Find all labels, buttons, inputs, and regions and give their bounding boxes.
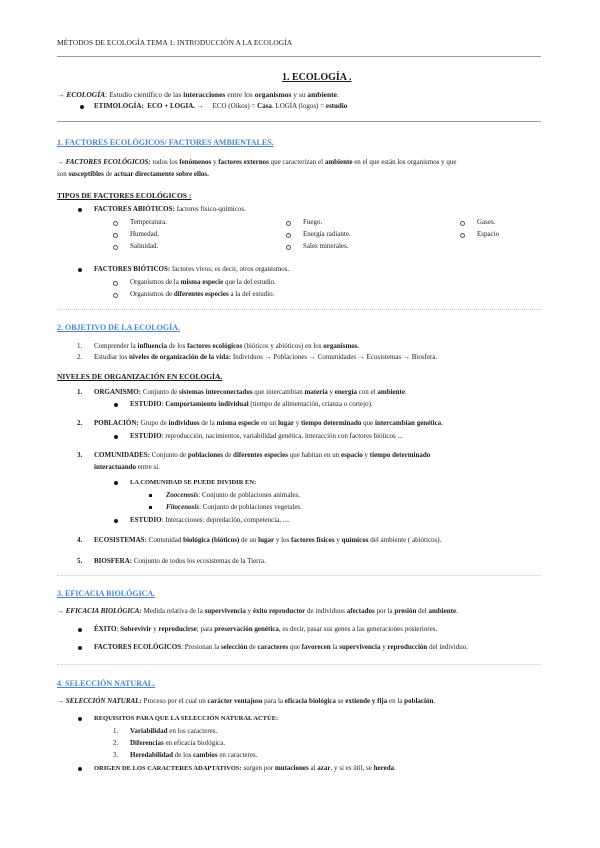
list-item: Humedad. (130, 230, 159, 238)
text: presión (394, 607, 417, 615)
etimologia-line (94, 102, 347, 111)
text: supervivencia (204, 607, 246, 615)
text: ambiente (307, 90, 338, 99)
text: poblaciones (187, 451, 223, 459)
text: y (362, 451, 370, 459)
text: que (288, 643, 302, 651)
list-number: 3. (113, 751, 119, 759)
text: son (57, 170, 69, 178)
section-3-title: 3. EFICACIA BIOLÓGICA. (57, 589, 156, 598)
text: energía (334, 388, 357, 396)
list-number: 2. (77, 419, 83, 427)
text: biológica (bióticos) (183, 536, 240, 544)
text: misma especie (180, 278, 224, 286)
text: tiempo determinado (300, 419, 362, 427)
niveles-title: NIVELES DE ORGANIZACIÓN EN ECOLOGÍA. (57, 372, 223, 381)
text: niveles de organización de la vida: (129, 353, 232, 361)
text: : Conjunto de poblaciones animales. (198, 491, 300, 499)
bullet-icon (78, 628, 82, 632)
section-rule (57, 121, 541, 122)
list-number: 1. (77, 342, 83, 350)
text: . LOGÍA (logos) = (271, 102, 326, 110)
label: ESTUDIO (130, 432, 162, 440)
text: factores ecológicos (187, 342, 243, 350)
text: fenómenos (179, 158, 212, 166)
text: ambiente (428, 607, 457, 615)
bullet-icon (114, 403, 118, 407)
square-bullet-icon (149, 506, 152, 509)
term: Zoocenosis (166, 491, 199, 499)
bullet-icon (78, 208, 82, 212)
bullet-icon (78, 717, 82, 721)
text: factores vivos; es decir, otros organismos. (170, 265, 290, 273)
text: y (327, 388, 335, 396)
text: afectados (346, 607, 375, 615)
term: Fitocenosis (166, 503, 200, 511)
requisitos-title: REQUISITOS PARA QUE LA SELECCIÓN NATURAL ACTÚE: (94, 715, 279, 722)
label: ESTUDIO (130, 516, 162, 524)
label: FACTORES ABIÓTICOS: (94, 205, 175, 213)
exito-line (94, 625, 437, 634)
zoocenosis (166, 491, 300, 500)
text: del individuo. (427, 643, 468, 651)
text: que intercambian (252, 388, 305, 396)
text: (tiempo de alimentación, crianza o cortejo). (248, 400, 373, 408)
text: Casa (257, 102, 272, 110)
circle-bullet-icon (286, 233, 291, 238)
text: Medida relativa de la (141, 607, 205, 615)
text: y (245, 607, 253, 615)
section-2-title: 2. OBJETIVO DE LA ECOLOGÍA. (57, 323, 180, 332)
nivel-poblacion (94, 419, 443, 428)
text: , es decir, pasar sus genes a las generaciones posteriores. (278, 625, 438, 633)
label: ETIMOLOGÍA: (94, 102, 144, 110)
text: de individuos (305, 607, 347, 615)
text: población (404, 697, 434, 705)
text: con el (356, 388, 378, 396)
circle-bullet-icon (113, 221, 118, 226)
text: de (103, 170, 114, 178)
bullet-icon (114, 519, 118, 523)
text: que caracterizan el (268, 158, 325, 166)
text: Comportamiento individual (165, 400, 249, 408)
origen-line (94, 764, 396, 773)
bioticos-item-2 (130, 290, 274, 299)
text: y (334, 536, 342, 544)
text: actuar directamente sobre ellos. (114, 170, 209, 178)
text: químicos (341, 536, 369, 544)
text: hereda (373, 764, 395, 772)
arrow-icon: → (57, 90, 65, 99)
text: factores físicos (291, 536, 335, 544)
text: Diferencias (130, 739, 164, 747)
text: individuos (168, 419, 200, 427)
text: Sobrevivir (120, 625, 152, 633)
list-item: Sales minerales. (303, 242, 349, 250)
text: en los caracteres. (167, 727, 218, 735)
text: ECO + LOGIA. → (147, 102, 204, 110)
text: que habitan en un (287, 451, 342, 459)
text: al (308, 764, 318, 772)
eficacia-definition (57, 607, 458, 616)
circle-bullet-icon (113, 281, 118, 286)
nivel-ecosistemas (94, 536, 441, 545)
fitocenosis (166, 503, 302, 512)
text: susceptibles (68, 170, 104, 178)
text: lugar (277, 419, 294, 427)
text: : Presionan la (181, 643, 221, 651)
text: factores físico-químicos. (174, 205, 246, 213)
text: entre sí. (136, 463, 160, 471)
text: se (335, 697, 346, 705)
text: para la (262, 697, 285, 705)
term: → EFICACIA BIOLÓGICA: (57, 607, 142, 615)
list-item: Espacio (477, 230, 500, 238)
bullet-icon (114, 481, 118, 485)
text: : Interacciones: depredación, competencia, .... (161, 516, 290, 524)
comunidad-division: LA COMUNIDAD SE PUEDE DIVIDIR EN: (130, 479, 257, 486)
text: : (116, 625, 121, 633)
page-title: 1. ECOLOGÍA . (282, 72, 352, 83)
section-divider (57, 575, 541, 576)
label: ESTUDIO (130, 400, 162, 408)
text: reproducirse (158, 625, 197, 633)
text: organismos (323, 342, 358, 350)
text: materia (304, 388, 328, 396)
bullet-icon (78, 767, 82, 771)
text: y (211, 158, 219, 166)
text: y los (274, 536, 292, 544)
nivel-comunidades (94, 451, 430, 460)
text: Conjunto de (141, 388, 179, 396)
text: : (161, 400, 166, 408)
text: Individuos → Poblaciones → Comunidades → Ecosistemas → Biosfera. (231, 353, 438, 361)
square-bullet-icon (149, 494, 152, 497)
objetivo-item-1 (94, 342, 359, 351)
text: éxito reproductor (252, 607, 306, 615)
circle-bullet-icon (286, 245, 291, 250)
text: Grupo de (138, 419, 169, 427)
text: . (394, 764, 396, 772)
text: Conjunto de (150, 451, 188, 459)
text: extiende y fija (345, 697, 388, 705)
factores-presion-line (94, 643, 468, 652)
section-divider (57, 664, 541, 665)
text: . (441, 419, 443, 427)
text: y su (291, 90, 308, 99)
header-rule (57, 56, 541, 57)
document-header: MÉTODOS DE ECOLOGÍA TEMA 1: INTRODUCCIÓN A LA ECOLOGÍA (57, 38, 293, 47)
factores-definition-line1 (57, 158, 457, 167)
text: supervivencia (339, 643, 381, 651)
text: : Estudio científico de las (105, 90, 184, 99)
text: Comprender la (94, 342, 138, 350)
text: organismos (254, 90, 292, 99)
label: POBLACIÓN: (94, 419, 139, 427)
objetivo-item-2 (94, 353, 437, 362)
text: Conjunto de todos los ecosistemas de la Tierra. (132, 557, 266, 565)
text: , y si es útil, se (330, 764, 374, 772)
comunidades-estudio (130, 516, 290, 525)
text: de (222, 451, 234, 459)
text: de (247, 643, 258, 651)
list-item: Gases. (477, 218, 496, 226)
nivel-biosfera (94, 557, 266, 566)
text: espacio (341, 451, 363, 459)
circle-bullet-icon (460, 233, 465, 238)
text: preservación genética (214, 625, 279, 633)
text: (bióticos y abióticos) en los (242, 342, 324, 350)
list-number: 1. (77, 388, 83, 396)
text: del ambiente ( abióticos). (368, 536, 442, 544)
text: . (456, 607, 458, 615)
text: . (433, 697, 436, 705)
label: ECOSISTEMAS: (94, 536, 147, 544)
circle-bullet-icon (460, 221, 465, 226)
text: diferentes especies (173, 290, 229, 298)
text: intercambian genética (375, 419, 442, 427)
text: . (404, 388, 407, 396)
list-number: 4. (77, 536, 83, 544)
section-4-title: 4. SELECCIÓN NATURAL. (57, 679, 156, 688)
text: del (416, 607, 429, 615)
nivel-comunidades-line2 (94, 463, 160, 472)
list-item: Temperatura. (130, 218, 168, 226)
text: factores externos (218, 158, 269, 166)
text: selección (220, 643, 248, 651)
section-divider (57, 309, 541, 310)
list-item: Salinidad. (130, 242, 159, 250)
circle-bullet-icon (113, 245, 118, 250)
text: en un (259, 419, 278, 427)
label: ORGANISMO: (94, 388, 142, 396)
label: ORIGEN DE LOS CARACTERES ADAPTATIVOS: (94, 765, 242, 772)
text: Estudiar los (94, 353, 129, 361)
text: ambiente (377, 388, 405, 396)
text: : Conjunto de poblaciones vegetales. (199, 503, 302, 511)
text: y (380, 643, 388, 651)
text: a la del estudio. (228, 290, 275, 298)
text: caracteres (257, 643, 289, 651)
text: cambios (193, 751, 218, 759)
label: ÉXITO (94, 625, 117, 633)
label: COMUNIDADES: (94, 451, 150, 459)
requisito-2 (130, 739, 225, 748)
text: misma especie (216, 419, 260, 427)
text: en caracteres. (217, 751, 258, 759)
text: interactuando (94, 463, 136, 471)
label: FACTORES BIÓTICOS: (94, 265, 171, 273)
text: Organismos de (130, 290, 174, 298)
list-item: Fuego. (303, 218, 323, 226)
circle-bullet-icon (113, 293, 118, 298)
text: surgen por (241, 764, 275, 772)
text: Variabilidad (130, 727, 168, 735)
text: mutaciones (274, 764, 309, 772)
text: que la del estudio. (223, 278, 276, 286)
requisito-1 (130, 727, 217, 736)
text: entre los (225, 90, 255, 99)
text: . (337, 90, 339, 99)
term: ECOLOGÍA (66, 90, 106, 99)
text: Organismos de la (130, 278, 181, 286)
text: que (361, 419, 376, 427)
list-number: 2. (77, 353, 83, 361)
bioticos-item-1 (130, 278, 276, 287)
term: → SELECCIÓN NATURAL: (57, 697, 142, 705)
text: en el que están los organismos y que (352, 158, 457, 166)
text: ECO (Oikos) = (212, 102, 258, 110)
text: Proceso por el cual un (141, 697, 208, 705)
text: de un (239, 536, 259, 544)
text: eficacia biológica (284, 697, 336, 705)
text: Heredabilidad (130, 751, 174, 759)
label: FACTORES ECOLÓGICOS (94, 643, 182, 651)
label: BIOSFERA: (94, 557, 133, 565)
list-number: 2. (113, 739, 119, 747)
list-number: 3. (77, 451, 83, 459)
bullet-icon (78, 646, 82, 650)
text: de los (167, 342, 188, 350)
text: diferentes especies (233, 451, 288, 459)
bullet-icon (78, 268, 82, 272)
organismo-estudio (130, 400, 373, 409)
text: interacciones (183, 90, 226, 99)
requisito-3 (130, 751, 257, 760)
circle-bullet-icon (113, 233, 118, 238)
text: carácter ventajoso (207, 697, 263, 705)
text: sistemas interconectados (178, 388, 253, 396)
text: ; para (196, 625, 215, 633)
text: influencia (137, 342, 168, 350)
text: por la (374, 607, 395, 615)
text: ambiente (324, 158, 353, 166)
bioticos-line (94, 265, 289, 274)
list-item: Energía radiante. (303, 230, 351, 238)
poblacion-estudio (130, 432, 403, 441)
circle-bullet-icon (286, 221, 291, 226)
text: en eficacia biológica. (163, 739, 226, 747)
ecologia-definition (57, 90, 339, 100)
factores-definition-line2 (57, 170, 209, 179)
bullet-icon (114, 435, 118, 439)
seleccion-definition (57, 697, 435, 706)
abioticos-line (94, 205, 246, 214)
text: de los (173, 751, 194, 759)
text: : reproducción, nacimientos, variabilidad genética, interacción con factores bióticos ... (161, 432, 403, 440)
text: . (357, 342, 360, 350)
bullet-icon (80, 105, 84, 109)
text: y (151, 625, 159, 633)
section-1-title: 1. FACTORES ECOLÓGICOS/ FACTORES AMBIENTALES. (57, 138, 274, 147)
text: azar (317, 764, 331, 772)
text: reproducción (387, 643, 428, 651)
text: estudio (325, 102, 348, 110)
text: favorecen (301, 643, 331, 651)
text: de la (199, 419, 217, 427)
list-number: 1. (113, 727, 119, 735)
text: todos los (150, 158, 180, 166)
text: y (293, 419, 301, 427)
list-number: 5. (77, 557, 83, 565)
text: Comunidad (146, 536, 184, 544)
text: la (330, 643, 340, 651)
nivel-organismo (94, 388, 407, 397)
text: en la (387, 697, 405, 705)
tipos-title: TIPOS DE FACTORES ECOLÓGICOS : (57, 191, 192, 200)
term: → FACTORES ECOLÓGICOS: (57, 158, 151, 166)
text: tiempo determinado (369, 451, 431, 459)
text: lugar (258, 536, 275, 544)
